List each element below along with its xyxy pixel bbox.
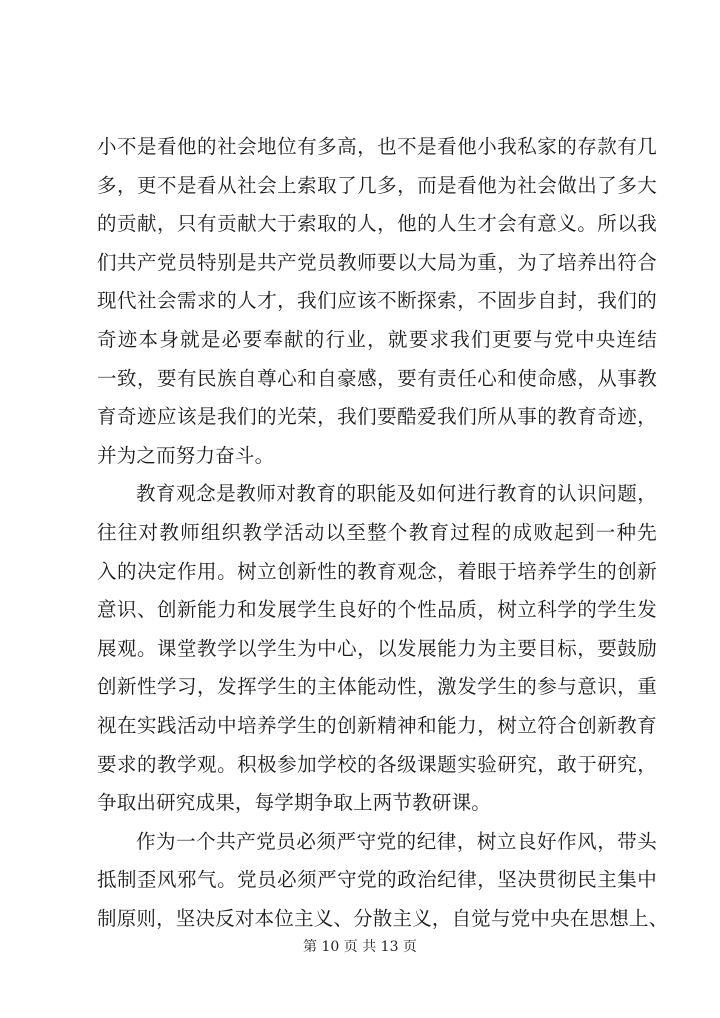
text-line: 意识、创新能力和发展学生良好的个性品质，树立科学的学生发 — [97, 598, 657, 622]
text-line: 要求的教学观。积极参加学校的各级课题实验研究，敢于研究， — [97, 752, 657, 776]
text-line: 入的决定作用。树立创新性的教育观念，着眼于培养学生的创新 — [97, 559, 657, 583]
text-line: 一致，要有民族自尊心和自豪感，要有责任心和使命感，从事教 — [97, 366, 657, 390]
text-line: 视在实践活动中培养学生的创新精神和能力，树立符合创新教育 — [97, 713, 657, 737]
text-line: 制原则，坚决反对本位主义、分散主义，自觉与党中央在思想上、 — [97, 906, 669, 930]
page-footer: 第 10 页 共 13 页 — [303, 939, 417, 955]
text-line: 们共产党员特别是共产党员教师要以大局为重，为了培养出符合 — [97, 250, 657, 274]
text-line: 现代社会需求的人才，我们应该不断探索，不固步自封，我们的 — [97, 289, 657, 313]
text-line: 的贡献，只有贡献大于索取的人，他的人生才会有意义。所以我 — [97, 212, 657, 236]
text-line: 并为之而努力奋斗。 — [97, 443, 275, 467]
text-line: 往往对教师组织教学活动以至整个教育过程的成败起到一种先 — [97, 520, 657, 544]
text-line: 展观。课堂教学以学生为中心，以发展能力为主要目标，要鼓励 — [97, 636, 657, 660]
document-body — [97, 128, 669, 938]
text-line: 奇迹本身就是必要奉献的行业，就要求我们更要与党中央连结 — [97, 327, 657, 351]
text-line: 教育观念是教师对教育的职能及如何进行教育的认识问题， — [136, 482, 657, 506]
text-line: 抵制歪风邪气。党员必须严守党的政治纪律，坚决贯彻民主集中 — [97, 868, 657, 892]
text-line: 作为一个共产党员必须严守党的纪律，树立良好作风，带头 — [136, 829, 657, 853]
text-line: 争取出研究成果，每学期争取上两节教研课。 — [97, 791, 492, 815]
text-line: 多，更不是看从社会上索取了几多，而是看他为社会做出了多大 — [97, 173, 657, 197]
text-line: 创新性学习，发挥学生的主体能动性，激发学生的参与意识，重 — [97, 675, 657, 699]
text-line: 育奇迹应该是我们的光荣，我们要酷爱我们所从事的教育奇迹， — [97, 405, 657, 429]
text-line: 小不是看他的社会地位有多高，也不是看他小我私家的存款有几 — [97, 135, 657, 158]
